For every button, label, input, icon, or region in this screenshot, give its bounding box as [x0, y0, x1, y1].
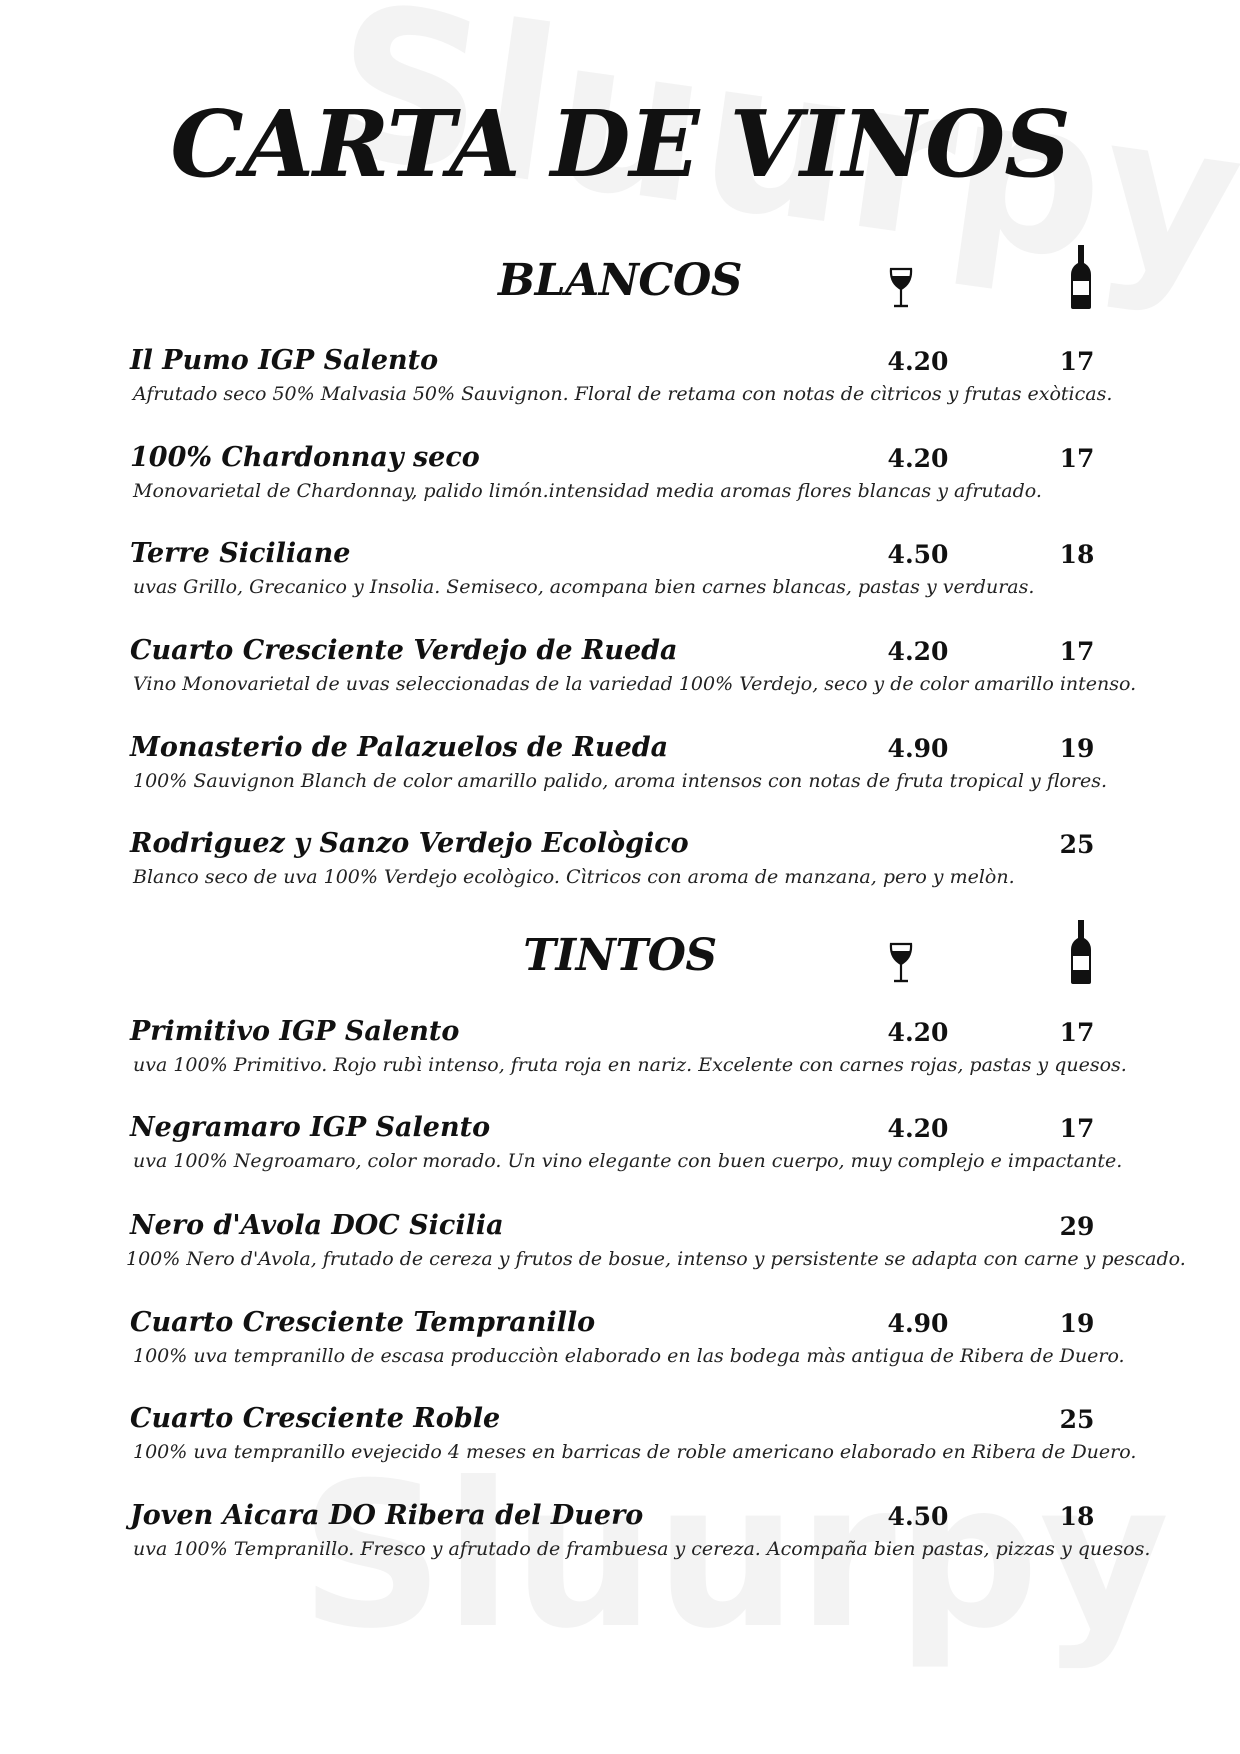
wine-item	[130, 345, 1113, 421]
price-glass: 4.90	[887, 734, 949, 763]
wine-glass-icon	[888, 942, 914, 984]
wine-item	[130, 1307, 1125, 1383]
wine-glass-icon	[888, 267, 914, 309]
price-bottle: 18	[1059, 540, 1095, 569]
wine-name: Il Pumo IGP Salento	[130, 345, 439, 376]
price-bottle: 25	[1059, 830, 1095, 859]
wine-name: Cuarto Cresciente Tempranillo	[130, 1307, 596, 1338]
wine-item	[130, 635, 1137, 711]
price-bottle: 17	[1059, 637, 1095, 666]
wine-item	[130, 732, 1110, 808]
section-title-blancos: BLANCOS	[497, 255, 743, 306]
wine-description: 100% Sauvignon Blanch de color amarillo palido, aroma intensos con notas de fruta tropical y flores.	[133, 770, 1108, 792]
wine-description: Vino Monovarietal de uvas seleccionadas de la variedad 100% Verdejo, seco y de color amarillo intenso.	[133, 673, 1137, 695]
price-bottle: 19	[1059, 734, 1095, 763]
wine-item	[130, 442, 1110, 518]
price-bottle: 18	[1059, 1502, 1095, 1531]
wine-description: uva 100% Primitivo. Rojo rubì intenso, fruta roja en nariz. Excelente con carnes rojas, pastas y quesos.	[133, 1054, 1127, 1076]
wine-description: 100% uva tempranillo de escasa producciòn elaborado en las bodega màs antigua de Ribera de Duero.	[133, 1345, 1125, 1367]
wine-item	[130, 538, 1110, 614]
wine-name: Cuarto Cresciente Roble	[130, 1403, 501, 1434]
wine-description: Monovarietal de Chardonnay, palido limón.intensidad media aromas flores blancas y afrutado.	[133, 480, 1042, 502]
price-glass: 4.50	[887, 540, 949, 569]
page-title: CARTA DE VINOS	[170, 90, 1070, 198]
wine-item	[130, 1403, 1137, 1479]
wine-item	[130, 1016, 1127, 1092]
wine-name: 100% Chardonnay seco	[130, 442, 480, 473]
wine-name: Rodriguez y Sanzo Verdejo Ecològico	[130, 828, 689, 859]
section-header-tintos	[0, 920, 1240, 1000]
section-header-blancos	[0, 245, 1240, 325]
price-bottle: 17	[1059, 1018, 1095, 1047]
price-glass: 4.20	[887, 347, 949, 376]
wine-description: uva 100% Negroamaro, color morado. Un vino elegante con buen cuerpo, muy complejo e impactante.	[133, 1150, 1123, 1172]
wine-description: uva 100% Tempranillo. Fresco y afrutado de frambuesa y cereza. Acompaña bien pastas, pizzas y quesos.	[133, 1538, 1151, 1560]
wine-item	[126, 1210, 1186, 1286]
price-glass: 4.20	[887, 444, 949, 473]
price-bottle: 19	[1059, 1309, 1095, 1338]
price-bottle: 17	[1059, 1114, 1095, 1143]
section-title-tintos: TINTOS	[523, 930, 717, 981]
price-bottle: 25	[1059, 1405, 1095, 1434]
wine-name: Cuarto Cresciente Verdejo de Rueda	[130, 635, 678, 666]
wine-description: Afrutado seco 50% Malvasia 50% Sauvignon. Floral de retama con notas de cìtricos y frutas exòticas.	[133, 383, 1113, 405]
wine-name: Primitivo IGP Salento	[130, 1016, 460, 1047]
wine-description: uvas Grillo, Grecanico y Insolia. Semiseco, acompana bien carnes blancas, pastas y verduras.	[133, 576, 1035, 598]
price-glass: 4.90	[887, 1309, 949, 1338]
wine-description: Blanco seco de uva 100% Verdejo ecològico. Cìtricos con aroma de manzana, pero y melòn.	[133, 866, 1015, 888]
wine-item	[130, 1112, 1123, 1188]
wine-bottle-icon	[1070, 920, 1092, 984]
wine-item	[130, 828, 1110, 904]
wine-name: Terre Siciliane	[130, 538, 351, 569]
wine-description: 100% Nero d'Avola, frutado de cereza y frutos de bosue, intenso y persistente se adapta con carne y pescado.	[126, 1248, 1186, 1270]
wine-item	[130, 1500, 1151, 1576]
wine-bottle-icon	[1070, 245, 1092, 309]
price-bottle: 29	[1059, 1212, 1095, 1241]
wine-name: Nero d'Avola DOC Sicilia	[130, 1210, 504, 1241]
price-bottle: 17	[1059, 444, 1095, 473]
wine-name: Negramaro IGP Salento	[130, 1112, 491, 1143]
price-glass: 4.20	[887, 637, 949, 666]
price-bottle: 17	[1059, 347, 1095, 376]
wine-description: 100% uva tempranillo evejecido 4 meses en barricas de roble americano elaborado en Ribera de Duero.	[133, 1441, 1137, 1463]
price-glass: 4.20	[887, 1114, 949, 1143]
price-glass: 4.20	[887, 1018, 949, 1047]
wine-name: Monasterio de Palazuelos de Rueda	[130, 732, 669, 763]
price-glass: 4.50	[887, 1502, 949, 1531]
wine-name: Joven Aicara DO Ribera del Duero	[130, 1500, 644, 1531]
